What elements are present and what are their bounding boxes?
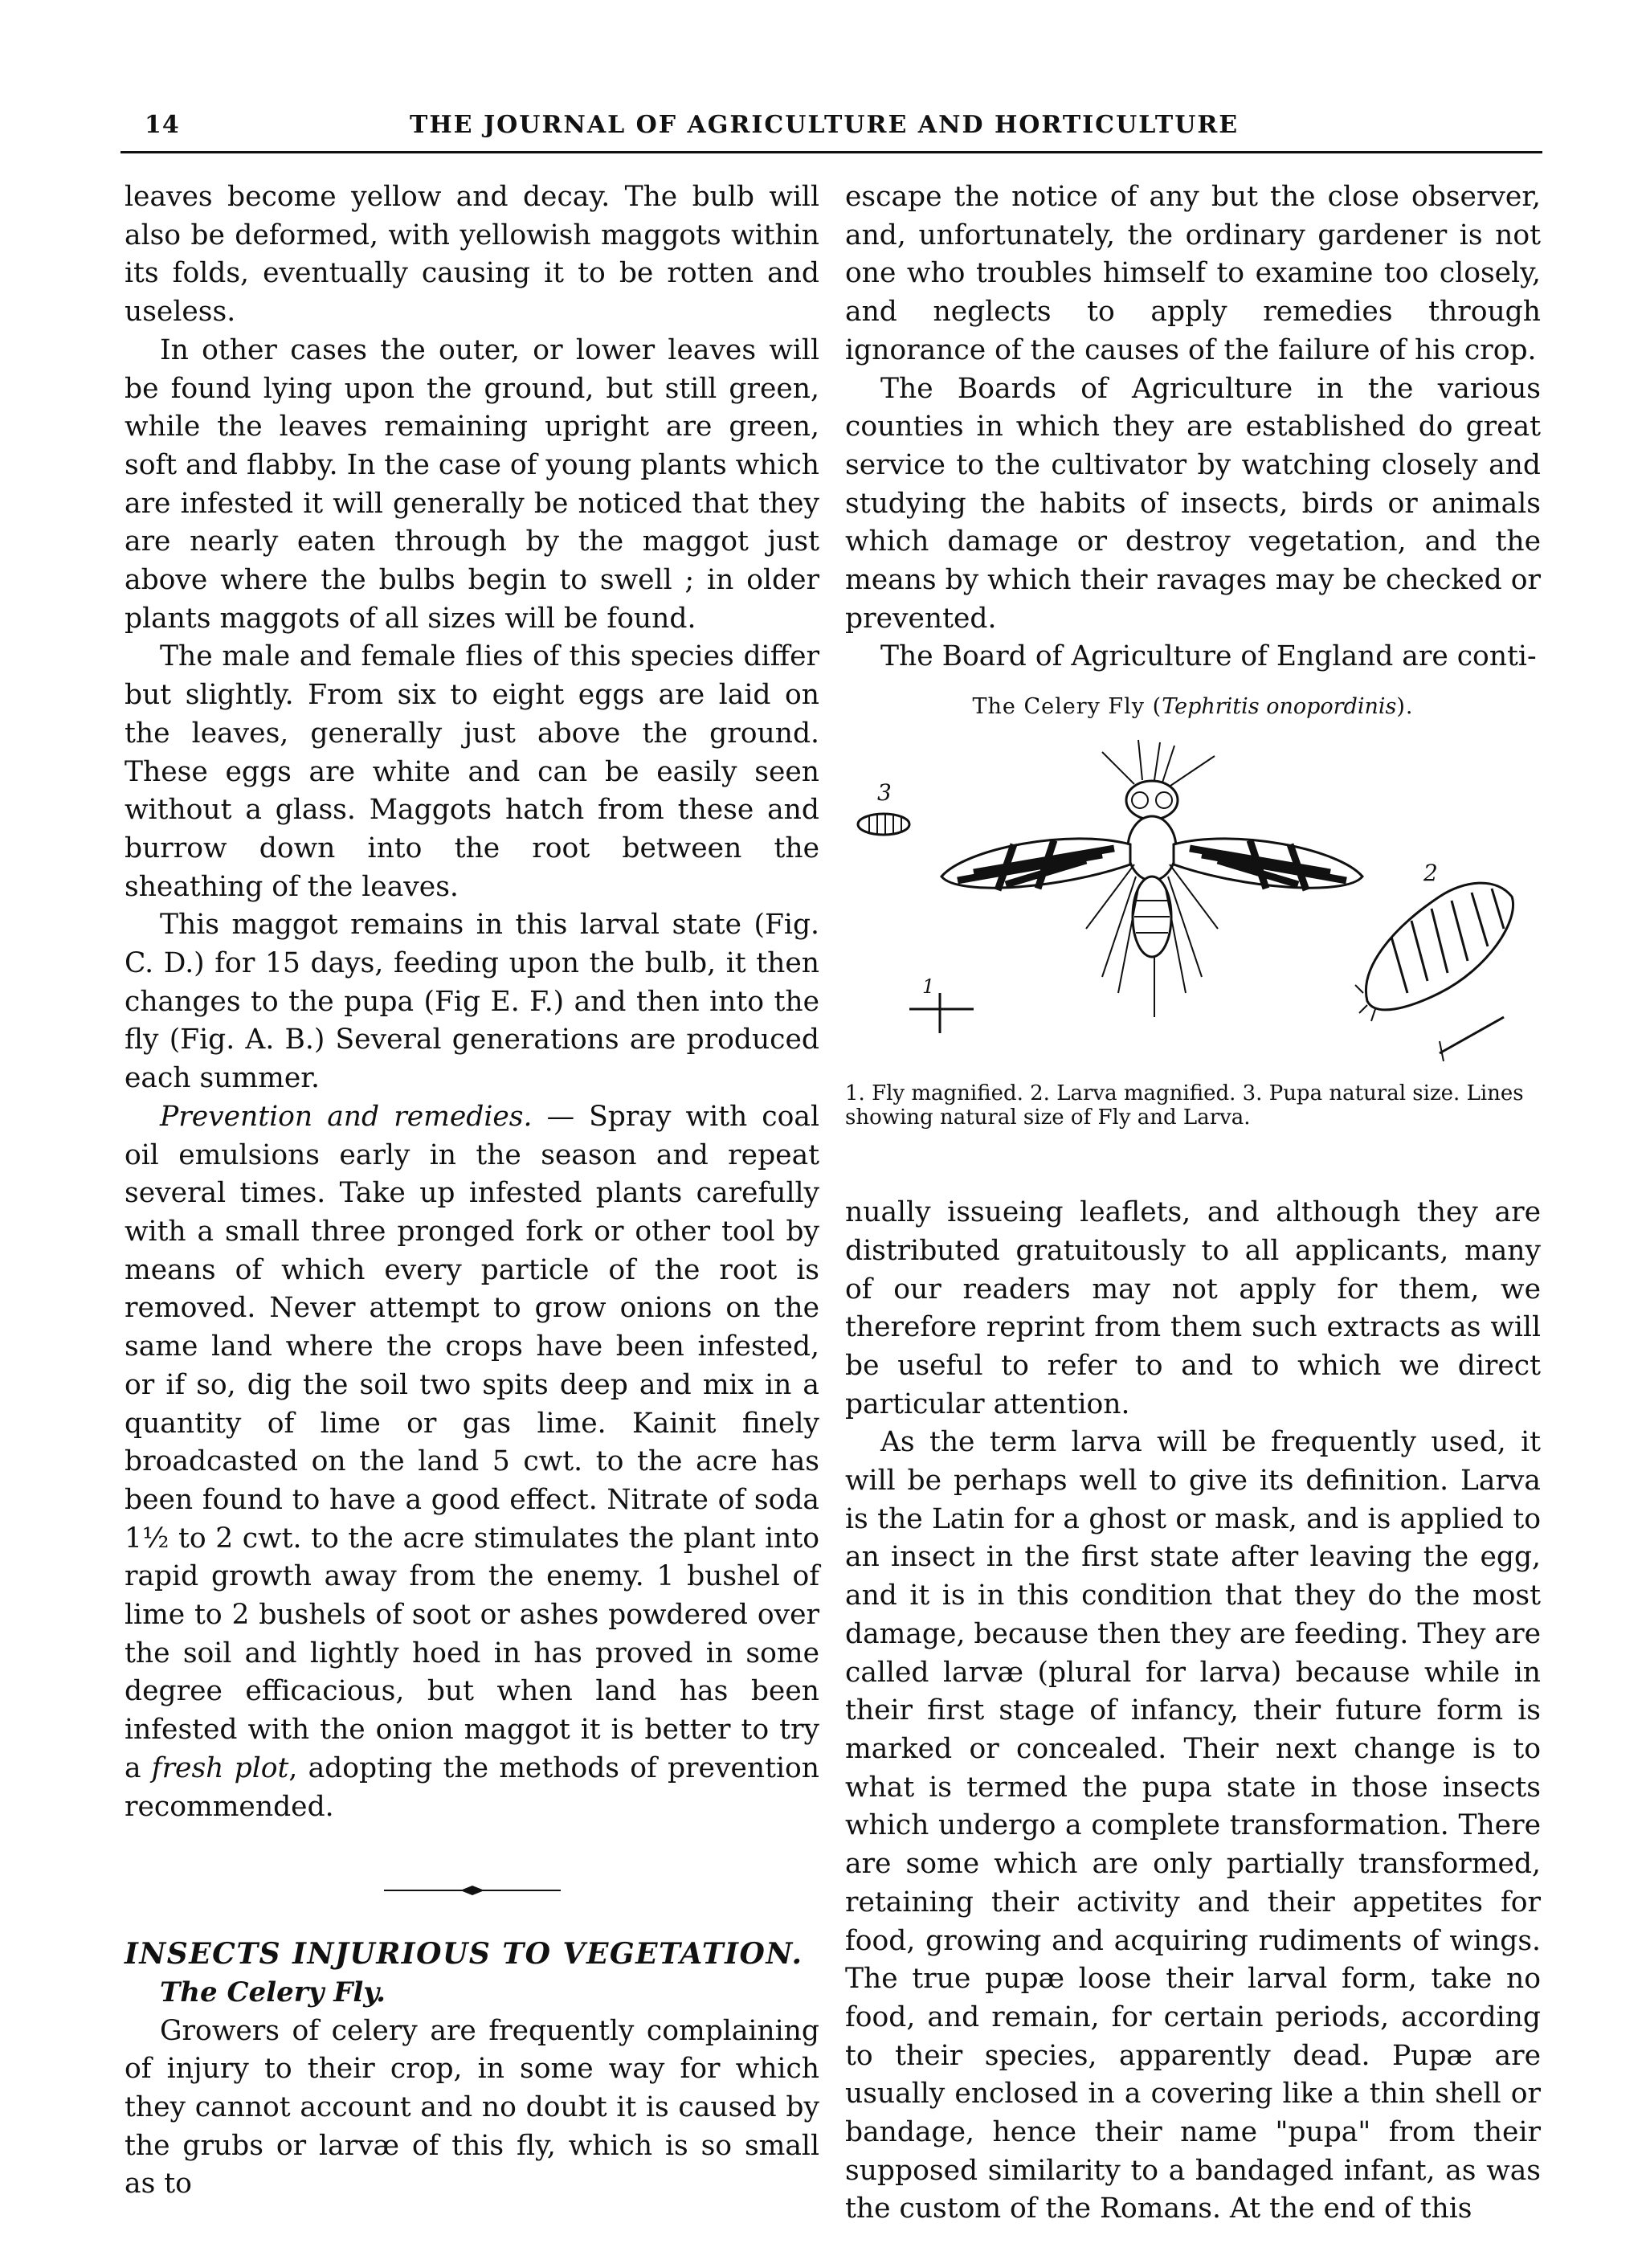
paragraph: leaves become yellow and decay. The bulb will also be deformed, with yellowish maggots within its folds, eventually causing it to be rotten and useless. bbox=[125, 181, 819, 329]
fresh-plot-term: fresh plot bbox=[151, 1751, 289, 1784]
prevention-body: — Spray with coal oil emulsions early in the season and repeat several times. Take up infested plants carefully with a small three pronged fork or other tool by means of which every particle of the root is removed. Never attempt to grow onions on the same land where the crops have been infested, or if so, dig the soil two spits deep and mix in a quantity of lime or gas lime. Kainit finely broadcasted on the land 5 cwt. to the acre has been found to have a good effect. Nitrate of soda 1½ to 2 cwt. to the acre stimulates the plant into rapid growth away from the enemy. 1 bushel of lime to 2 bushels of soot or ashes powdered over the soil and lightly hoed in has proved in some degree efficacious, but when land has been infested with the onion maggot it is better to try a bbox=[125, 1100, 819, 1784]
paragraph: This maggot remains in this larval state (Fig. C. D.) for 15 days, feeding upon the bulb, it then changes to the pupa (Fig E. F.) and then into the fly (Fig. A. B.) Several generations are produced each summer. bbox=[125, 909, 819, 1095]
section-title: INSECTS INJURIOUS TO VEGETATION. bbox=[125, 1937, 803, 1972]
right-column bbox=[845, 178, 1541, 2229]
prevention-tail: , adopting the methods of prevention recommended. bbox=[125, 1751, 819, 1823]
paragraph: The Board of Agriculture of England are conti- bbox=[880, 640, 1537, 673]
subsection-title: The Celery Fly. bbox=[160, 1976, 386, 2009]
paragraph: nually issueing leaflets, and although they are distributed gratuitously to all applicants, many of our readers may not apply for them, we therefore reprint from them such extracts as will be useful to refer to and to which we direct particular attention. bbox=[845, 1196, 1541, 1420]
ornament-rule-icon bbox=[384, 1882, 561, 1898]
header-rule bbox=[120, 151, 1542, 153]
figure-label: 1 bbox=[922, 975, 935, 999]
fly-natural-size-icon bbox=[909, 993, 974, 1033]
larva-natural-size-icon bbox=[1440, 1017, 1504, 1061]
paragraph: As the term larva will be frequently used, it will be perhaps well to give its definition. Larva is the Latin for a ghost or mask, and is applied to an insect in the first state after leaving the egg, and it is in this condition that they do the most damage, because then they are feeding. They are called larvæ (plural for larva) because while in their first stage of infancy, their future form is marked or concealed. Their next change is to what is termed the pupa state in those insects which undergo a complete transformation. There are some which are only partially transformed, retaining their activity and their appetites for food, growing and acquiring rudiments of wings. The true pupæ loose their larval form, take no food, and remain, for certain periods, according to their species, apparently dead. Pupæ are usually enclosed in a covering like a thin shell or bandage, hence their name "pupa" from their supposed similarity to a bandaged infant, as was the custom of the Romans. At the end of this bbox=[845, 1426, 1541, 2225]
species-name: Tephritis onopordinis bbox=[1162, 694, 1397, 720]
prevention-lead: Prevention and remedies. bbox=[160, 1100, 533, 1133]
paragraph: The Boards of Agriculture in the various counties in which they are established do great service to the cultivator by watching closely and studying the habits of insects, birds or animals which damage or destroy vegetation, and the means by which their ravages may be checked or prevented. bbox=[845, 372, 1541, 635]
figure-label: 3 bbox=[877, 779, 892, 807]
figure-label: 2 bbox=[1423, 860, 1438, 887]
paragraph: Growers of celery are frequently complaining of injury to their crop, in some way for which they cannot account and no doubt it is caused by the grubs or larvæ of this fly, which is so small as to bbox=[125, 2014, 819, 2201]
left-column bbox=[125, 178, 819, 2204]
paragraph: In other cases the outer, or lower leaves will be found lying upon the ground, but still green, while the leaves remaining upright are green, soft and flabby. In the case of young plants which are infested it will generally be noticed that they are nearly eaten through by the maggot just above where the bulbs begin to swell ; in older plants maggots of all sizes will be found. bbox=[125, 333, 819, 635]
figure-title: The Celery Fly (Tephritis onopordinis). bbox=[972, 694, 1414, 720]
fly-icon bbox=[941, 740, 1362, 1017]
figure-caption: 1. Fly magnified. 2. Larva magnified. 3. Pupa natural size. Lines showing natural size of Fly and Larva. bbox=[845, 1081, 1524, 1130]
paragraph: escape the notice of any but the close observer, and, unfortunately, the ordinary gardener is not one who troubles himself to examine too closely, and neglects to apply remedies through ignorance of the causes of the failure of his crop. bbox=[845, 181, 1541, 366]
paragraph: The male and female flies of this species differ but slightly. From six to eight eggs are laid on the leaves, generally just above the ground. These eggs are white and can be easily seen without a glass. Maggots hatch from these and burrow down into the root between the sheathing of the leaves. bbox=[125, 640, 819, 903]
page-header bbox=[120, 103, 1542, 138]
prevention-paragraph bbox=[125, 1098, 819, 1826]
celery-fly-figure bbox=[845, 688, 1541, 1178]
journal-title: THE JOURNAL OF AGRICULTURE AND HORTICULTURE bbox=[410, 111, 1240, 139]
section-ornament bbox=[384, 1871, 561, 1887]
page-number: 14 bbox=[145, 111, 180, 139]
larva-icon bbox=[1355, 883, 1513, 1021]
pupa-icon bbox=[858, 814, 909, 835]
insect-illustration bbox=[845, 736, 1541, 1081]
